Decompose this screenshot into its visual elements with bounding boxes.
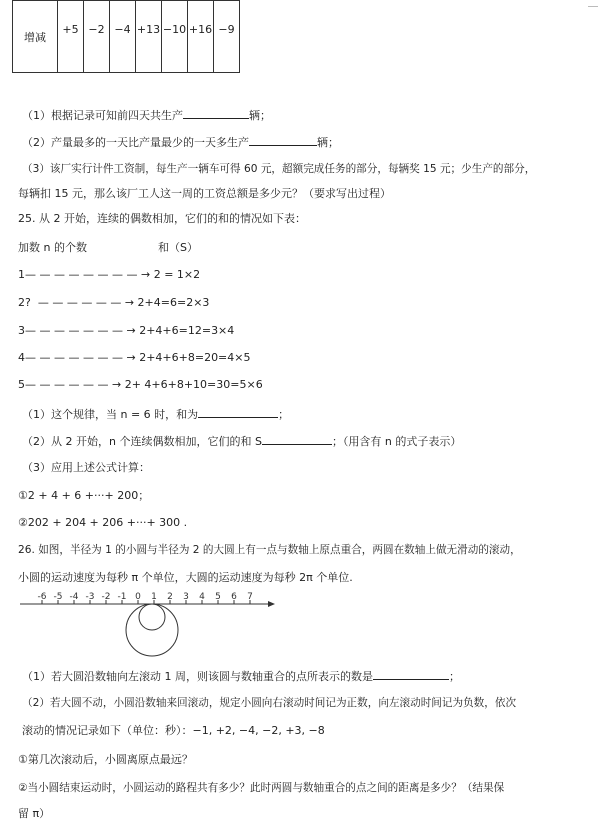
q26-sub1: ①第几次滚动后，小圆离原点最远？: [18, 753, 193, 766]
header-count: 加数 n 的个数: [18, 241, 87, 254]
q25-row: 2? — — — — — — → 2+4=6=2×3: [18, 296, 210, 309]
tick-label: 6: [231, 592, 237, 602]
q25-intro: 25. 从 2 开始，连续的偶数相加，它们的和的情况如下表：: [18, 212, 306, 225]
answer-blank[interactable]: [373, 668, 449, 680]
answer-blank[interactable]: [198, 406, 278, 418]
q25-header: [18, 241, 198, 255]
tick-group: [38, 592, 253, 604]
tick-label: 0: [135, 592, 141, 602]
answer-blank[interactable]: [249, 134, 317, 146]
table-cell: +13: [136, 1, 162, 73]
q25-calc2: ②202 + 204 + 206 +···+ 300 .: [18, 516, 188, 529]
table-cell: −9: [214, 1, 240, 73]
tick-label: -1: [117, 592, 127, 602]
tick-label: 3: [183, 592, 189, 602]
table-cell: −10: [162, 1, 188, 73]
q25-row: 4— — — — — — — → 2+4+6+8=20=4×5: [18, 351, 251, 364]
q25-calc1: ①2 + 4 + 6 +···+ 200；: [18, 489, 150, 502]
tick-label: 2: [167, 592, 173, 602]
q26-part1: （1）若大圆沿数轴向左滚动 1 周，则该圆与数轴重合的点所表示的数是 ；: [22, 670, 460, 683]
q26-sub2-line2: 留 π）: [18, 807, 51, 820]
q26-sub2-line1: ②当小圆结束运动时，小圆运动的路程共有多少？此时两圆与数轴重合的点之间的距离是多少？（结果保: [18, 782, 505, 794]
tick-label: 7: [247, 592, 253, 602]
q25-part1: （1）这个规律，当 n = 6 时，和为 ；: [22, 408, 290, 421]
table-cell: −2: [84, 1, 110, 73]
table-row-label: 增减: [13, 1, 58, 73]
table-cell: −4: [110, 1, 136, 73]
number-line-figure: [16, 592, 306, 662]
header-sum: 和（S）: [158, 241, 198, 254]
q25-row: 3— — — — — — — → 2+4+6=12=3×4: [18, 324, 235, 337]
q24-part1: （1）根据记录可知前四天共生产 辆；: [22, 109, 271, 122]
tick-label: 5: [215, 592, 221, 602]
tick-label: -4: [69, 592, 79, 602]
q26-part2-line2: 滚动的情况记录如下（单位：秒）：−1, +2, −4, −2, +3, −8: [22, 724, 325, 737]
q26-intro-line1: 26. 如图，半径为 1 的小圆与半径为 2 的大圆上有一点与数轴上原点重合，两圆在数轴上做无滑动的滚动，: [18, 544, 521, 556]
arrow-head-icon: [268, 601, 275, 607]
answer-blank[interactable]: [183, 107, 249, 119]
table-cell: +5: [58, 1, 84, 73]
tick-label: -3: [85, 592, 95, 602]
q25-row: 5— — — — — — → 2+ 4+6+8+10=30=5×6: [18, 378, 263, 391]
page-corner-mark: [588, 0, 598, 7]
q26-intro-line2: 小圆的运动速度为每秒 π 个单位，大圆的运动速度为每秒 2π 个单位.: [18, 571, 353, 584]
q25-row: 1— — — — — — — — → 2 = 1×2: [18, 268, 201, 281]
q26-part2-line1: （2）若大圆不动，小圆沿数轴来回滚动，规定小圆向右滚动时间记为正数，向左滚动时间记为负数，依次: [22, 697, 517, 709]
tick-label: -6: [37, 592, 47, 602]
production-record-table: [12, 0, 240, 73]
answer-blank[interactable]: [262, 433, 332, 445]
q25-part2: （2）从 2 开始，n 个连续偶数相加，它们的和 S ；（用含有 n 的式子表示）: [22, 435, 462, 448]
table-cell: +16: [188, 1, 214, 73]
q24-part3-line1: （3）该厂实行计件工资制，每生产一辆车可得 60 元，超额完成任务的部分，每辆奖 15 元；少生产的部分，: [22, 163, 536, 175]
q25-part3: （3）应用上述公式计算：: [22, 461, 150, 474]
tick-label: 4: [199, 592, 205, 602]
tick-label: -5: [53, 592, 63, 602]
tick-label: -2: [101, 592, 111, 602]
q24-part2: （2）产量最多的一天比产量最少的一天多生产 辆；: [22, 136, 339, 149]
q24-part3-line2: 每辆扣 15 元，那么该厂工人这一周的工资总额是多少元？（要求写出过程）: [18, 187, 391, 200]
tick-label: 1: [151, 592, 157, 602]
small-circle: [139, 604, 165, 630]
